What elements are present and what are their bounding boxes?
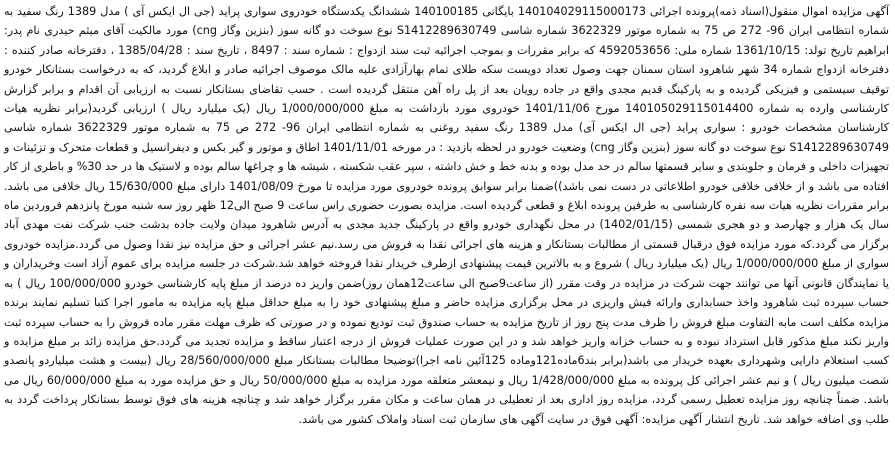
auction-notice-text: آگهی مزایده اموال منقول(اسناد ذمه)پرونده اجرائی 140104029115000173 بایگانی 140100185 ششدانگ یکدستگاه خودروی سواری پراید (جی ال ایکس آی ) مدل 1389 رنگ سفید به شماره انتظامی ایران 96- 272 ص 75 به شماره موتور 3622329 شماره شاسی S1412289630749 نوع سوخت دو گانه سوز (بنزین وگاز cng) مورد مالکیت آقای میثم حیدری نام پدر: ابراهیم تاریخ تولد: 1361/10/15 شماره ملی: 4592053656 که برابر مقررات و بموجب اجرائیه ثبت سند ازدواج : شماره سند : 8497 ، تاریخ سند : 1385/04/28 ، دفترخانه صادر کننده : دفترخانه ازدواج شماره 34 شهر شاهرود استان سمنان جهت وصول تعداد دویست سکه طلای تمام بهارآزادی علیه مالک موصوف اجرائیه صادر و ابلاغ گردید، که به درخواست بستانکار خودرو توقیف سیستمی و فیزیکی گردیده و به پارکینگ قدیم مجدی واقع در جاده رویان بعد از پل راه آهن منتقل گردیده است . حسب تقاضای بستانکار نسبت به ارزیابی آن اقدام و برابر گزارش کارشناسی وارده به شماره 140105029115014400 مورخ 1401/11/06 خودروی مورد بازداشت به مبلغ 1/000/000/000 ریال (یک میلیارد ریال ) ارزیابی گردید(برابر نظریه هیات کارشناسان مشخصات خودرو : سواری پراید (جی ال ایکس آی) مدل 1389 رنگ سفید روغنی به شماره انتظامی ایران 96- 272 ص 75 به شماره موتور 3622329 شماره شاسی S1412289630749 نوع سوخت دو گانه سوز (بنزین وگاز cng) وضعیت خودرو در لحظه بازدید : در مورخه 1401/11/01 اطاق و موتور و گیر بکس و دیفرانسیل و قطعات متحرک و تزئینات و تجهیزات داخلی و فرمان و جلوبندی و سایر قسمتها سالم در حد مدل بوده و بدنه خط و خش داشته ، سپر عقب شکسته ، شیشه ها و چراغها سالم بوده و لاستیک ها در حد 30% و باطری از کار افتاده می باشد و از خلافی خلافی خودرو اطلاعاتی در دست نمی باشد))ضمنا برابر سوابق پرونده خودروی مورد مزایده تا مورخ 1401/08/09 دارای مبلغ 15/630/000 ریال خلافی می باشد. برابر مقررات نظریه هیات سه نفره کارشناسی به طرفین پرونده ابلاغ و قطعی گردیده است. مزایده بصورت حضوری راس ساعت 9 صبح الی12 ظهر روز سه شنبه مورخ پانزدهم فروردین ماه سال یک هزار و چهارصد و دو هجری شمسی (1402/01/15) در محل نگهداری خودرو واقع در پارکینگ جدید مجدی به آدرس شاهرود میدان ولایت جاده بدشت جنب شرکت نفت مهدی آباد برگزار می گردد.که مورد مزایده فوق درقبال قسمتی از مطالبات بستانکار و هزینه های اجرائی نقدا به فروش می رسد.نیم عشر اجرائی و حق مزایده نیز نقدا وصول می گردد.مزایده خودروی سواری از مبلغ 1/000/000/000 ریال (یک میلیارد ریال ) شروع و به بالاترین قیمت پیشنهادی ازطرف خریدار نقدا فروخته خواهد شد.شرکت در جلسه مزایده برای عموم آزاد است وخریداران و یا نمایندگان قانونی آنها می توانند جهت شرکت در مزایده در وقت مقرر (از ساعت9صبح الی ساعت12همان روز)ضمن واریز ده درصد از مبلغ پایه کارشناسی خودرو 100/000/000 ریال ) به حساب سپرده ثبت شاهرود واخذ حسابداری وارائه فیش واریزی در محل برگزاری مزایده حاضر و مبلغ پیشنهادی خود را به مبلغ حداقل مبلغ پایه مزایده به مامور اجرا کتبا تسلیم نمایند برنده مزایده مکلف است مابه التفاوت مبلغ فروش را ظرف مدت پنج روز از تاریخ مزایده به حساب صندوق ثبت تودیع نموده و در صورتی که ظرف مهلت مقرر ماده فروش را به حساب سپرده ثبت واریز نکند مبلغ مذکور قابل استرداد نبوده و به حساب خزانه واریز خواهد شد و در این صورت عملیات فروش از درجه اعتبار ساقط و مزایده تجدید می گردد.حق مزایده زائد بر مبلغ مزایده و کسب استعلام دارایی وشهرداری بعهده خریدار می باشد(برابر بند6ماده121وماده 125آئین نامه اجرا)توضیحا مطالبات بستانکار مبلغ 28/560/000/000 ریال (بیست و هشت میلیاردو پانصدو شصت میلیون ریال ) و نیم عشر اجرائی کل پرونده به مبلغ 1/428/000/000 ریال و نیمعشر متعلقه مورد مزایده به مبلغ 50/000/000 ریال و حق مزایده مورد به مبلغ 60/000/000 ریال می باشد. ضمناً چنانچه روز مزایده تعطیل رسمی گردد، مزایده روز اداری بعد از تعطیلی در همان ساعت و مکان مقرر برگزار خواهد شد و چنانچه هزینه های فوق توسط بستانکار پرداخت گردد به طلب وی اضافه خواهد شد. تاریخ انتشار آگهی مزایده: آگهی فوق در سایت آگهی های سازمان ثبت اسناد واملاک کشور می باشد. xyxy=(4,5,890,426)
